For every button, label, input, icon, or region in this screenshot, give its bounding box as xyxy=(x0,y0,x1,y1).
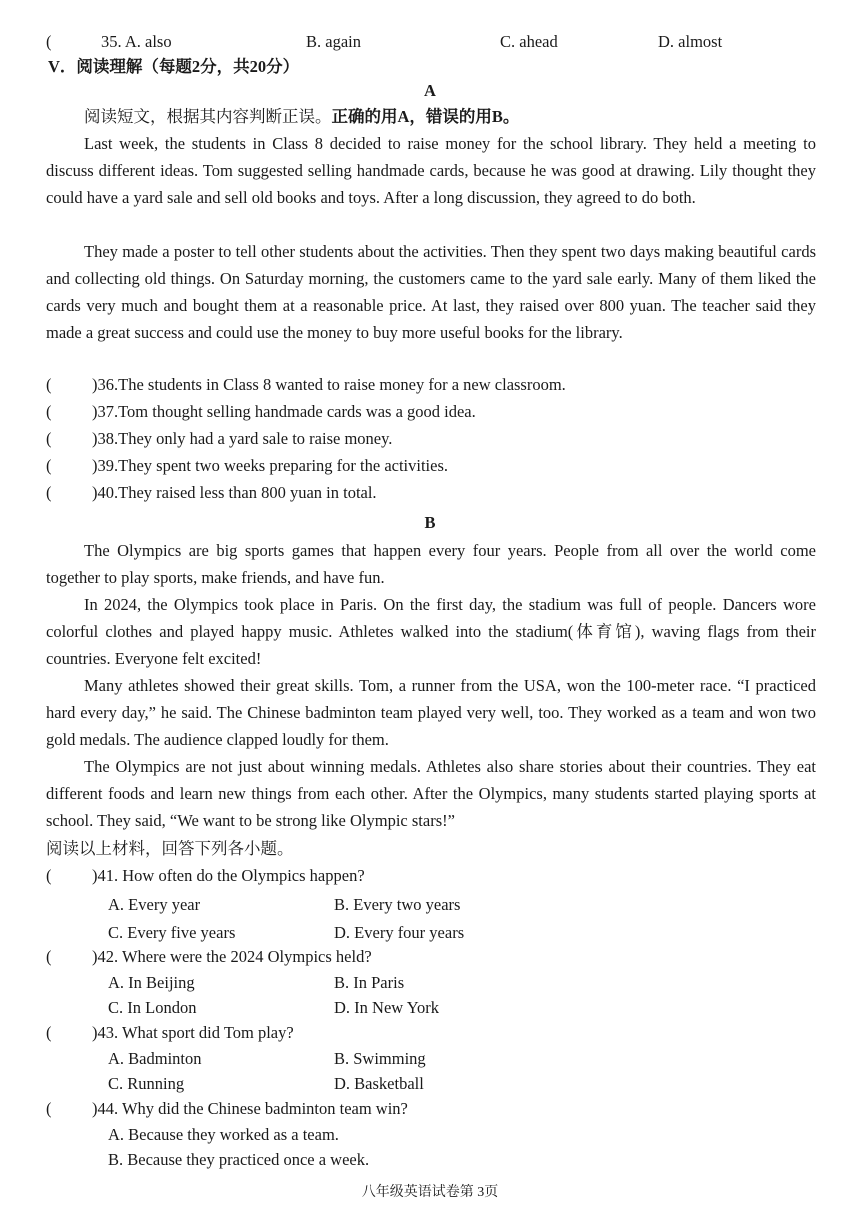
answer-paren: ( xyxy=(46,483,52,502)
option-c: C. Every five years xyxy=(108,923,236,942)
option-b: B. In Paris xyxy=(334,973,405,992)
option-d: D. In New York xyxy=(334,998,439,1017)
option-b: B. again xyxy=(306,32,361,51)
question-42-stem xyxy=(46,946,816,968)
passage-b-paragraph-2: In 2024, the Olympics took place in Paris. On the first day, the stadium was full of people. Dancers wore colorful clothes and played happy music. Athletes walked into the stadium(体育馆), waving flags from their countries. Everyone felt excited! xyxy=(46,595,816,668)
true-false-item xyxy=(46,455,816,477)
answer-paren: ( xyxy=(46,456,52,475)
answer-paren: ( xyxy=(46,402,52,421)
option-a: 35. A. also xyxy=(101,32,172,51)
section-title: V．阅读理解（每题2分，共20分） xyxy=(48,57,300,76)
true-false-item xyxy=(46,401,816,423)
page-footer: 八年级英语试卷第 3页 xyxy=(361,1185,499,1200)
passage-a-paragraph-1: Last week, the students in Class 8 decided to raise money for the school library. They held a meeting to discuss different ideas. Tom suggested selling handmade cards, because he was good at drawing. Lily thought they could have a yard sale and sell old books and toys. After a long discussion, they agreed to do both. xyxy=(46,134,816,207)
instruction-answer-key: 正确的用A，错误的用B。 xyxy=(331,107,520,126)
part-b-label: B xyxy=(424,513,436,532)
answer-paren: ( xyxy=(46,866,52,885)
option-b: B. Every two years xyxy=(334,895,461,914)
answer-paren: ( xyxy=(46,1023,52,1042)
option-d: D. Basketball xyxy=(334,1074,424,1093)
answer-paren: ( xyxy=(46,375,52,394)
option-a: A. Badminton xyxy=(108,1049,202,1068)
answer-paren: ( xyxy=(46,1099,52,1118)
passage-b-paragraph-1: The Olympics are big sports games that happen every four years. People from all over the world come together to play sports, make friends, and have fun. xyxy=(46,541,816,587)
option-d: D. almost xyxy=(658,32,723,51)
question-text: )43. What sport did Tom play? xyxy=(92,1023,294,1042)
true-false-item xyxy=(46,374,816,396)
question-35-row xyxy=(46,31,816,53)
part-a-label: A xyxy=(424,81,436,100)
question-44-stem xyxy=(46,1098,816,1120)
answer-paren: ( xyxy=(46,32,52,51)
item-text: )36.The students in Class 8 wanted to raise money for a new classroom. xyxy=(92,375,566,394)
option-a: A. Every year xyxy=(108,895,201,914)
question-43-stem xyxy=(46,1022,816,1044)
question-text: )41. How often do the Olympics happen? xyxy=(92,866,365,885)
option-b: B. Swimming xyxy=(334,1049,426,1068)
part-a-instruction xyxy=(84,106,816,128)
instruction-text: 阅读短文，根据其内容判断正误。 xyxy=(84,107,332,126)
option-a: A. Because they worked as a team. xyxy=(108,1125,339,1144)
answer-paren: ( xyxy=(46,947,52,966)
part-b-instruction: 阅读以上材料，回答下列各小题。 xyxy=(46,839,294,858)
item-text: )37.Tom thought selling handmade cards was a good idea. xyxy=(92,402,476,421)
answer-paren: ( xyxy=(46,429,52,448)
item-text: )40.They raised less than 800 yuan in total. xyxy=(92,483,377,502)
true-false-item xyxy=(46,482,816,504)
passage-b-paragraph-4: The Olympics are not just about winning medals. Athletes also share stories about their countries. They eat different foods and learn new things from each other. After the Olympics, many students started playing sports at school. They said, “We want to be strong like Olympic stars!” xyxy=(46,757,816,830)
true-false-item xyxy=(46,428,816,450)
option-c: C. In London xyxy=(108,998,197,1017)
option-a: A. In Beijing xyxy=(108,973,195,992)
option-b: B. Because they practiced once a week. xyxy=(108,1150,370,1169)
question-text: )42. Where were the 2024 Olympics held? xyxy=(92,947,372,966)
item-text: )38.They only had a yard sale to raise money. xyxy=(92,429,393,448)
option-c: C. Running xyxy=(108,1074,185,1093)
item-text: )39.They spent two weeks preparing for the activities. xyxy=(92,456,449,475)
option-d: D. Every four years xyxy=(334,923,465,942)
passage-a-paragraph-2: They made a poster to tell other students about the activities. Then they spent two days making beautiful cards and collecting old things. On Saturday morning, the customers came to the yard sale early. Many of them liked the cards very much and bought them at a reasonable price. At last, they raised over 800 yuan. The teacher said they made a great success and could use the money to buy more useful books for the library. xyxy=(46,242,816,342)
passage-b-paragraph-3: Many athletes showed their great skills. Tom, a runner from the USA, won the 100-meter race. “I practiced hard every day,” he said. The Chinese badminton team played very well, too. They worked as a team and won two gold medals. The audience clapped loudly for them. xyxy=(46,676,816,749)
option-c: C. ahead xyxy=(500,32,558,51)
question-text: )44. Why did the Chinese badminton team win? xyxy=(92,1099,408,1118)
question-41-stem xyxy=(46,865,816,887)
